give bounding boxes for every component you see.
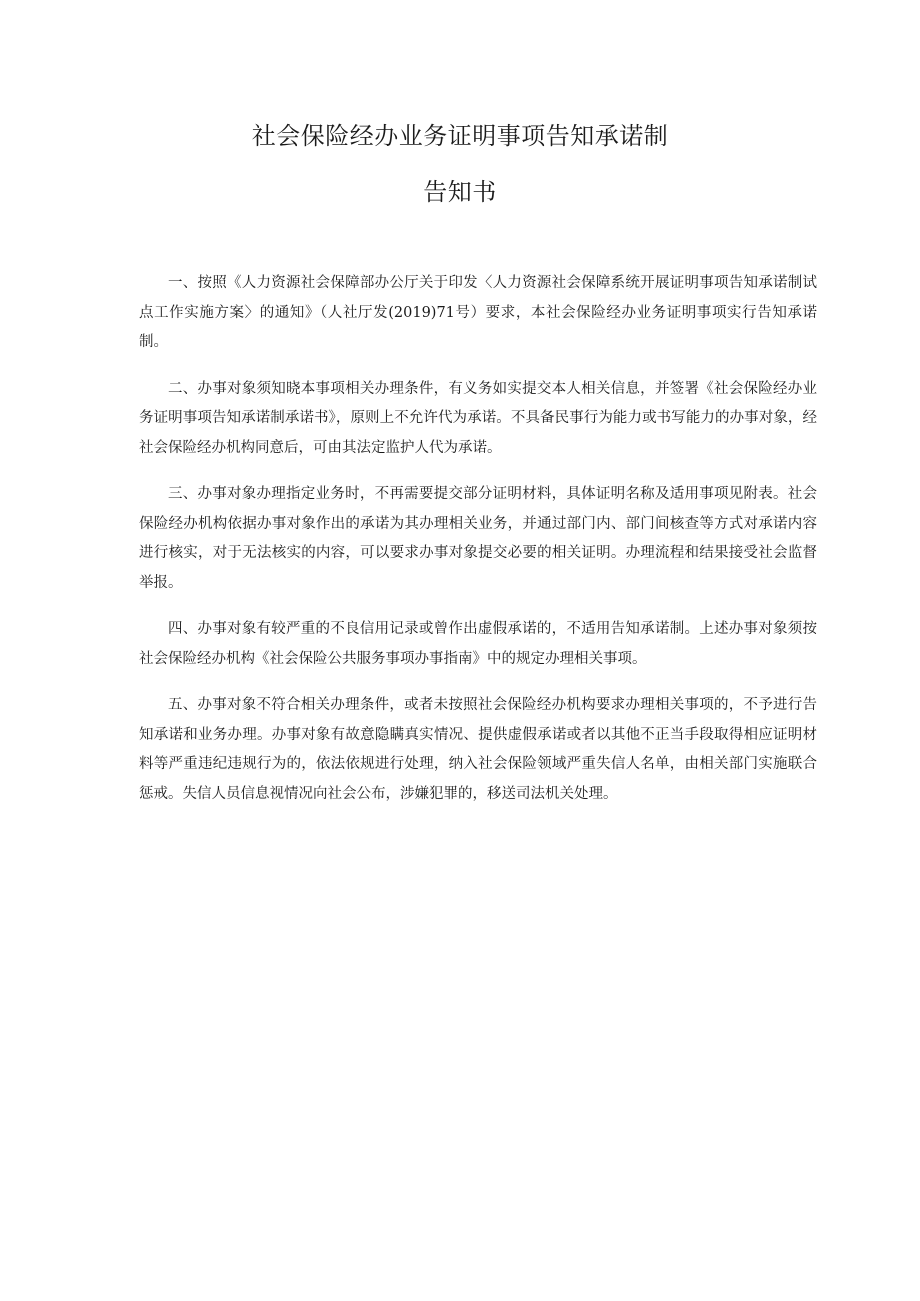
paragraph-5: 五、办事对象不符合相关办理条件，或者未按照社会保险经办机构要求办理相关事项的，不予进行告知承诺和业务办理。办事对象有故意隐瞒真实情况、提供虚假承诺或者以其他不正当手段取得相应证明材料等严重违纪违规行为的，依法依规进行处理，纳入社会保险领域严重失信人名单，由相关部门实施联合惩戒。失信人员信息视情况向社会公布，涉嫌犯罪的，移送司法机关处理。 (139, 697, 817, 802)
paragraph-2: 二、办事对象须知晓本事项相关办理条件，有义务如实提交本人相关信息，并签署《社会保险经办业务证明事项告知承诺制承诺书》，原则上不允许代为承诺。不具备民事行为能力或书写能力的办事对象，经社会保险经办机构同意后，可由其法定监护人代为承诺。 (139, 380, 817, 456)
paragraph-4: 四、办事对象有较严重的不良信用记录或曾作出虚假承诺的，不适用告知承诺制。上述办事对象须按社会保险经办机构《社会保险公共服务事项办事指南》中的规定办理相关事项。 (139, 621, 817, 667)
paragraph-1: 一、按照《人力资源社会保障部办公厅关于印发〈人力资源社会保障系统开展证明事项告知承诺制试点工作实施方案〉的通知》（人社厅发(2019)71号）要求，本社会保险经办业务证明事项实行告知承诺制。 (139, 275, 817, 350)
paragraph-3: 三、办事对象办理指定业务时，不再需要提交部分证明材料，具体证明名称及适用事项见附表。社会保险经办机构依据办事对象作出的承诺为其办理相关业务，并通过部门内、部门间核查等方式对承诺内容进行核实，对于无法核实的内容，可以要求办事对象提交必要的相关证明。办理流程和结果接受社会监督举报。 (139, 486, 817, 591)
document-title: 社会保险经办业务证明事项告知承诺制 (251, 122, 669, 150)
document-body (139, 269, 817, 826)
document-subtitle: 告知书 (423, 178, 497, 206)
